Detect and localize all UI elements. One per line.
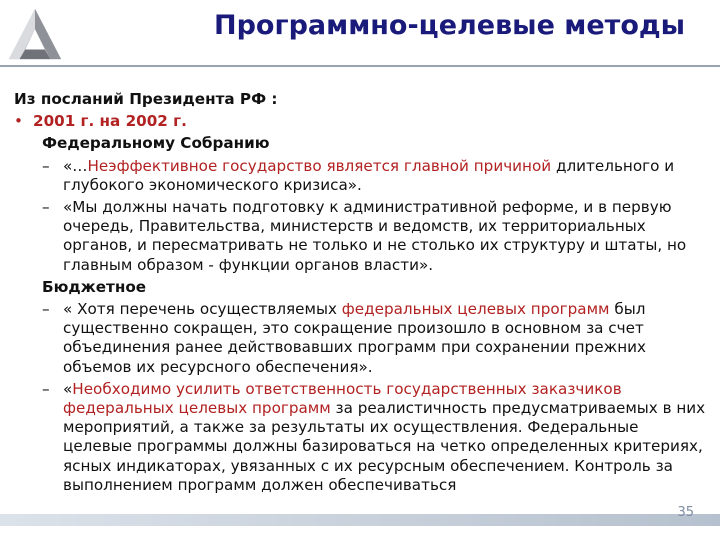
dash-marker: –: [42, 379, 50, 398]
quote-text: «: [63, 379, 73, 398]
quote-item: [14, 300, 706, 377]
quote-text: « Хотя перечень осуществляемых: [63, 300, 342, 319]
quote-item: [14, 157, 706, 195]
triangle-logo-icon: [6, 6, 64, 64]
slide-title: Программно-целевые методы: [214, 10, 686, 41]
dash-marker: –: [42, 300, 50, 319]
page-number: 35: [677, 505, 694, 520]
quote-text: «…: [63, 156, 88, 175]
quote-highlight: федеральных целевых программ: [341, 300, 610, 319]
quote-highlight: Неэффективное государство является главной причиной: [87, 156, 552, 175]
quote-text: был существенно сокращен, это сокращение произошло в основном за счет объединения ранее действовавших программ при сохранении прежних объемов их ресурсного обеспечения».: [63, 300, 647, 376]
intro-heading: Из посланий Президента РФ :: [14, 90, 278, 108]
footer-band: [0, 514, 720, 526]
quote-text: «Мы должны начать подготовку к административной реформе, и в первую очередь, Правительства, министерств и ведомств, их территориальных органов, и пересматривать не только и не столько их структуру и штаты, но главным образом - функции органов власти».: [63, 198, 687, 274]
year-bullet: [14, 112, 706, 131]
dash-marker: –: [42, 198, 50, 217]
bullet-dot-icon: •: [14, 112, 23, 131]
year-label: 2001 г. на 2002 г.: [33, 112, 187, 131]
quote-item: [14, 380, 706, 495]
quote-text: за реалистичность предусматриваемых в них мероприятий, а также за результаты их осуществления. Федеральные целевые программы должны базироваться на четко определенных критериях, ясных индикаторах, увязанных с их ресурсным обеспечением. Контроль за выполнением программ должен обеспечиваться: [63, 399, 706, 494]
section-heading-federal-assembly: Федеральному Собранию: [42, 134, 270, 153]
slide-content: [14, 90, 706, 498]
dash-marker: –: [42, 156, 50, 175]
quote-text: длительного и глубокого экономического кризиса».: [63, 156, 675, 194]
quote-highlight: Необходимо усилить ответственность государственных заказчиков федеральных целевых программ: [63, 379, 622, 418]
quote-item: [14, 198, 706, 275]
section-heading-budget: Бюджетное: [42, 277, 147, 296]
title-divider: [0, 65, 720, 67]
